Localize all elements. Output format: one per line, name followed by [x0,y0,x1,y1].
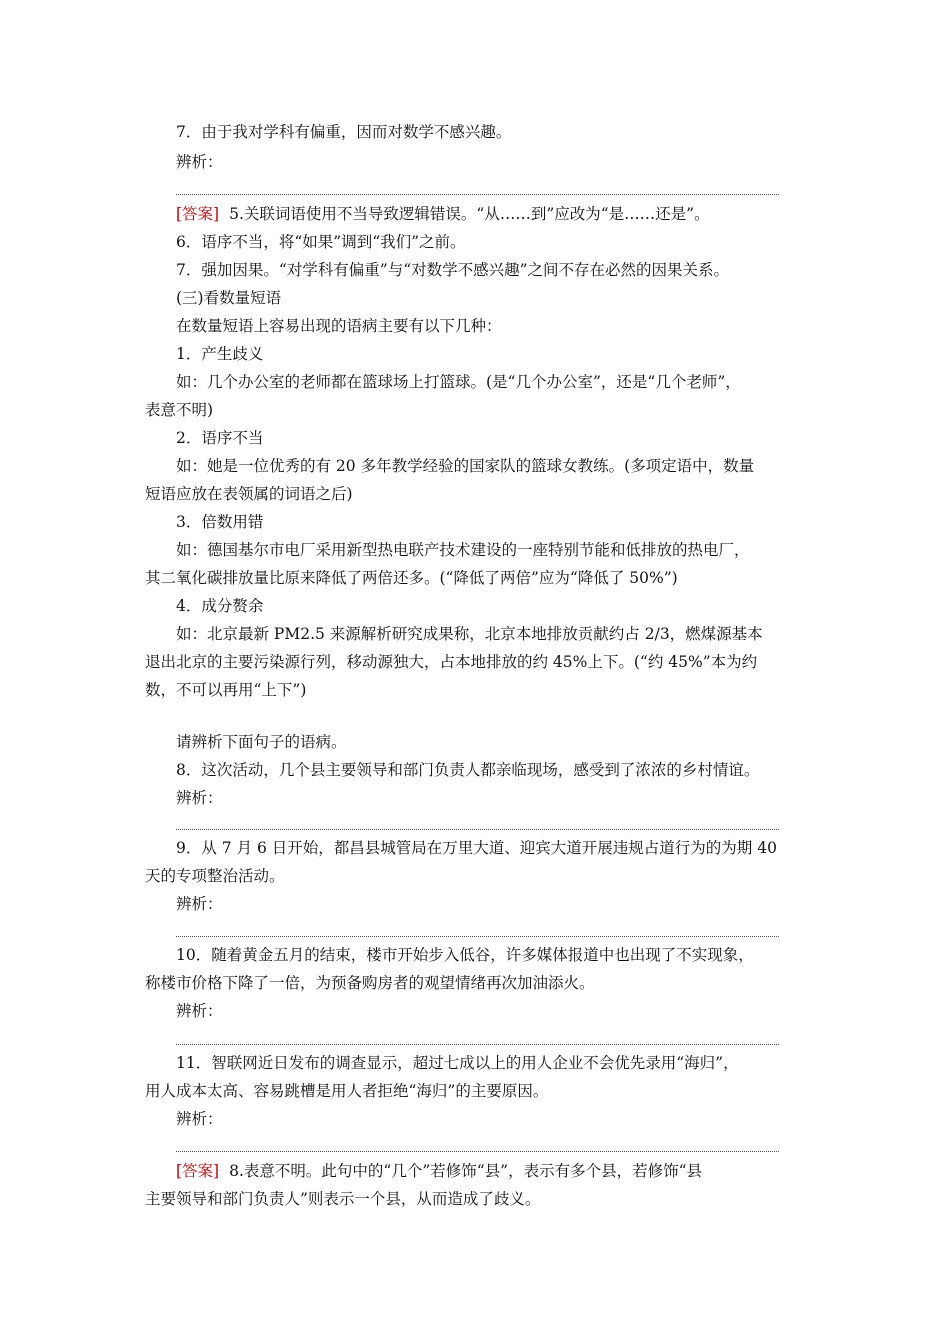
answer-5-text: 5.关联词语使用不当导致逻辑错误。“从……到”应改为“是……还是”。 [229,205,710,223]
type-2-example: 如：她是一位优秀的有 20 多年教学经验的国家队的篮球女教练。(多项定语中，数量 [176,457,755,475]
question-10-cont: 称楼市价格下降了一倍，为预备购房者的观望情绪再次加油添火。 [145,974,595,992]
section-intro: 在数量短语上容易出现的语病主要有以下几种： [176,317,502,335]
answer-6: 6．语序不当，将“如果”调到“我们”之前。 [176,233,466,251]
answer-line-11 [176,1151,779,1152]
answer-tag: [答案] [176,205,220,223]
question-9-cont: 天的专项整治活动。 [145,867,285,885]
answer-8-cont: 主要领导和部门负责人”则表示一个县，从而造成了歧义。 [145,1190,541,1208]
question-8: 8．这次活动，几个县主要领导和部门负责人都亲临现场，感受到了浓浓的乡村情谊。 [176,761,760,779]
question-7: 7．由于我对学科有偏重，因而对数学不感兴趣。 [176,123,512,141]
type-4-heading: 4．成分赘余 [176,597,264,615]
type-3-heading: 3．倍数用错 [176,513,264,531]
analysis-label-11: 辨析： [176,1110,223,1128]
type-2-example-cont: 短语应放在表领属的词语之后) [145,485,353,503]
type-4-example: 如：北京最新 PM2.5 来源解析研究成果称，北京本地排放贡献约占 2/3，燃煤源基本 [176,625,763,643]
answer-8-text: 8.表意不明。此句中的“几个”若修饰“县”，表示有多个县，若修饰“县 [229,1162,703,1180]
type-4-example-cont2: 数，不可以再用“上下”) [145,681,307,699]
answer-line-7 [176,194,779,195]
question-11-cont: 用人成本太高、容易跳槽是用人者拒绝“海归”的主要原因。 [145,1082,549,1100]
section-heading: (三)看数量短语 [176,289,282,307]
analysis-label-10: 辨析： [176,1002,223,1020]
answer-8 [176,1160,702,1182]
type-1-heading: 1．产生歧义 [176,345,264,363]
answer-line-9 [176,936,779,937]
question-11: 11．智联网近日发布的调查显示，超过七成以上的用人企业不会优先录用“海归”， [176,1054,739,1072]
answer-5 [176,203,710,225]
type-3-example-cont: 其二氧化碳排放量比原来降低了两倍还多。(“降低了两倍”应为“降低了 50%”) [145,569,678,587]
type-2-heading: 2．语序不当 [176,429,264,447]
question-10: 10．随着黄金五月的结束，楼市开始步入低谷，许多媒体报道中也出现了不实现象， [176,946,754,964]
answer-line-10 [176,1044,779,1045]
exercise-prompt: 请辨析下面句子的语病。 [176,733,347,751]
question-9: 9．从 7 月 6 日开始，都昌县城管局在万里大道、迎宾大道开展违规占道行为的为期 40 [176,839,777,857]
analysis-label-9: 辨析： [176,895,223,913]
type-1-example-cont: 表意不明) [145,401,214,419]
answer-line-8 [176,829,779,830]
analysis-label-8: 辨析： [176,789,223,807]
type-3-example: 如：德国基尔市电厂采用新型热电联产技术建设的一座特别节能和低排放的热电厂， [176,541,750,559]
type-1-example: 如：几个办公室的老师都在篮球场上打篮球。(是“几个办公室”，还是“几个老师”， [176,373,741,391]
analysis-label-7: 辨析： [176,153,223,171]
type-4-example-cont: 退出北京的主要污染源行列，移动源独大，占本地排放的约 45%上下。(“约 45%”本为约 [145,653,758,671]
answer-7: 7．强加因果。“对学科有偏重”与“对数学不感兴趣”之间不存在必然的因果关系。 [176,261,730,279]
answer-tag: [答案] [176,1162,220,1180]
